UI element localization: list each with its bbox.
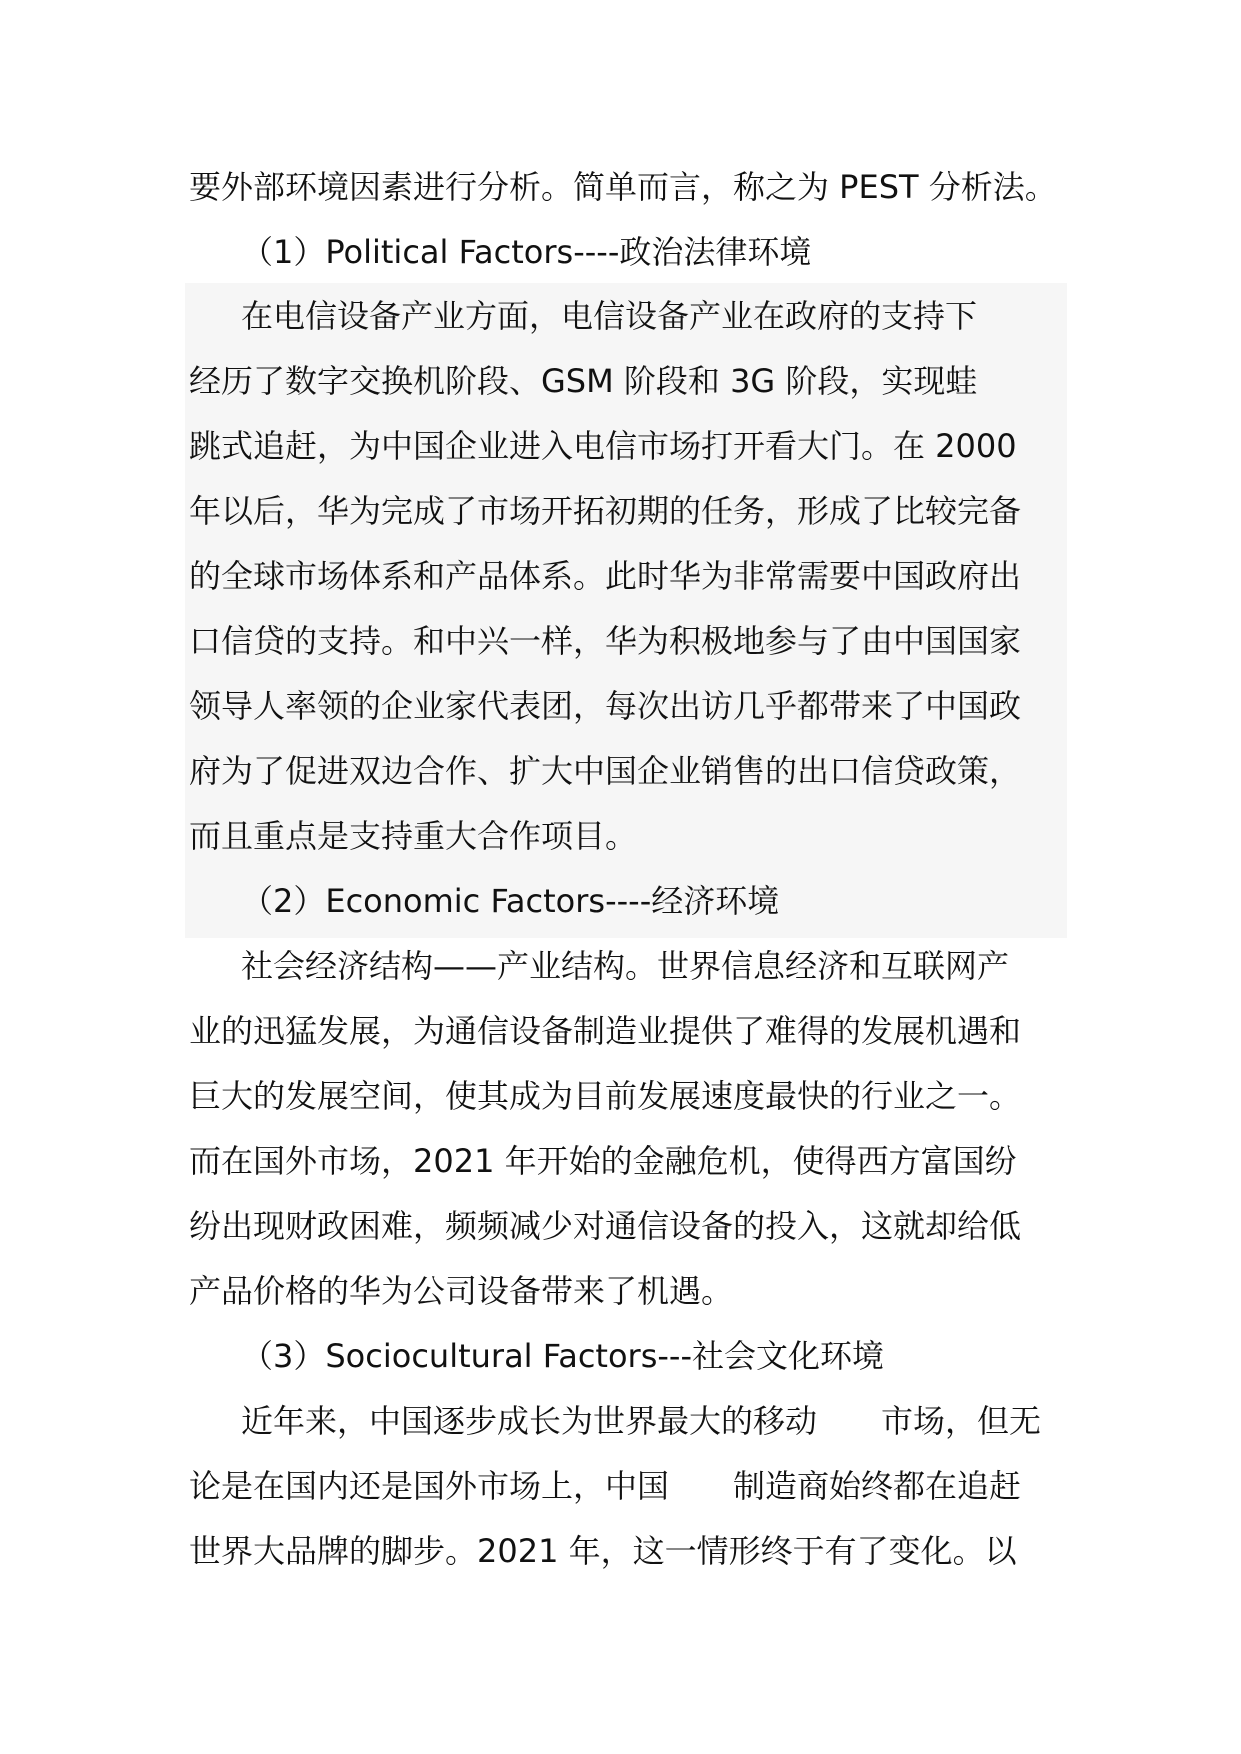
text-line-13: 社会经济结构——产业结构。世界信息经济和互联网产 [241, 947, 1010, 985]
text-line-3: 在电信设备产业方面，电信设备产业在政府的支持下 [241, 297, 978, 335]
text-line-7: 的全球市场体系和产品体系。此时华为非常需要中国政府出 [189, 557, 1022, 595]
text-line-17: 纷出现财政困难，频频减少对通信设备的投入，这就却给低 [189, 1207, 1022, 1245]
text-line-4: 经历了数字交换机阶段、GSM 阶段和 3G 阶段，实现蛙 [189, 362, 978, 400]
text-line-6: 年以后，华为完成了市场开拓初期的任务，形成了比较完备 [189, 492, 1022, 530]
text-line-9: 领导人率领的企业家代表团，每次出访几乎都带来了中国政 [189, 687, 1022, 725]
heading-political-factors: （1）Political Factors----政治法律环境 [241, 233, 812, 271]
text-line-21: 论是在国内还是国外市场上，中国 制造商始终都在追赶 [189, 1467, 1022, 1505]
text-line-20: 近年来，中国逐步成长为世界最大的移动 市场，但无 [241, 1402, 1042, 1440]
text-line-22: 世界大品牌的脚步。2021 年，这一情形终于有了变化。以 [189, 1532, 1017, 1570]
text-line-16: 而在国外市场，2021 年开始的金融危机，使得西方富国纷 [189, 1142, 1017, 1180]
text-line-14: 业的迅猛发展，为通信设备制造业提供了难得的发展机遇和 [189, 1012, 1022, 1050]
text-line-15: 巨大的发展空间，使其成为目前发展速度最快的行业之一。 [189, 1077, 1022, 1115]
text-line-11: 而且重点是支持重大合作项目。 [189, 817, 638, 855]
text-line-10: 府为了促进双边合作、扩大中国企业销售的出口信贷政策， [189, 752, 1022, 790]
heading-sociocultural-factors: （3）Sociocultural Factors---社会文化环境 [241, 1337, 885, 1375]
text-line-18: 产品价格的华为公司设备带来了机遇。 [189, 1272, 734, 1310]
text-line-5: 跳式追赶，为中国企业进入电信市场打开看大门。在 2000 [189, 427, 1017, 465]
text-line-1: 要外部环境因素进行分析。简单而言，称之为 PEST 分析法。 [189, 168, 1057, 206]
text-line-8: 口信贷的支持。和中兴一样，华为积极地参与了由中国国家 [189, 622, 1022, 660]
heading-economic-factors: （2）Economic Factors----经济环境 [241, 882, 780, 920]
